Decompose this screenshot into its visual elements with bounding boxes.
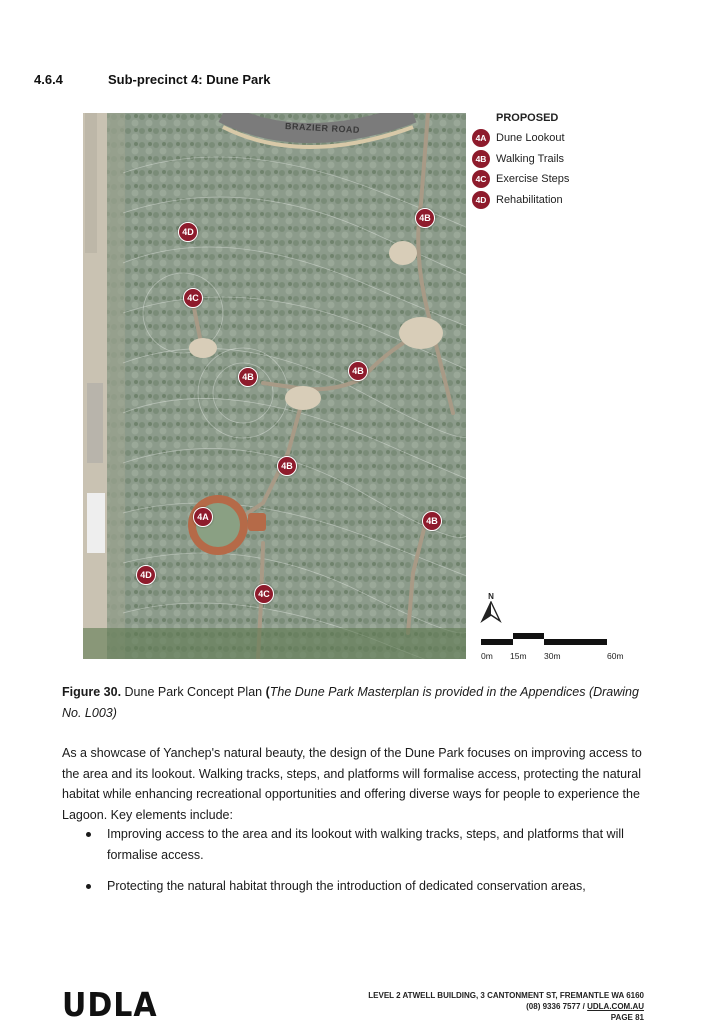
- map-legend: [472, 112, 569, 210]
- figure-number: Figure 30.: [62, 685, 122, 699]
- legend-badge: 4A: [472, 129, 490, 147]
- footer-phone: (08) 9336 7577: [526, 1002, 581, 1011]
- legend-label: Dune Lookout: [496, 132, 565, 145]
- map-marker-4b: 4B: [422, 511, 442, 531]
- legend-item-walking-trails: [472, 149, 569, 170]
- legend-label: Rehabilitation: [496, 193, 563, 206]
- page-footer: [368, 990, 644, 1023]
- legend-label: Walking Trails: [496, 152, 565, 165]
- footer-contact: [368, 1001, 644, 1012]
- map-marker-4b: 4B: [415, 208, 435, 228]
- section-heading: [34, 72, 271, 87]
- map-marker-4b: 4B: [348, 361, 368, 381]
- legend-item-rehabilitation: [472, 190, 569, 211]
- map-marker-4b: 4B: [238, 367, 258, 387]
- legend-label: Exercise Steps: [496, 173, 570, 186]
- footer-address: LEVEL 2 ATWELL BUILDING, 3 CANTONMENT ST, FREMANTLE WA 6160: [368, 991, 644, 1000]
- footer-website-link[interactable]: UDLA.COM.AU: [587, 1002, 644, 1011]
- north-arrow: [480, 592, 502, 630]
- map-marker-4b: 4B: [277, 456, 297, 476]
- map-marker-4c: 4C: [183, 288, 203, 308]
- caption-paren: (: [265, 685, 270, 699]
- dune-park-map: [83, 113, 466, 659]
- scale-bar: [481, 631, 631, 661]
- scale-label: 15m: [510, 651, 527, 661]
- key-elements-list: [62, 824, 652, 907]
- page-number: PAGE 81: [610, 1013, 644, 1022]
- map-marker-4a: 4A: [193, 507, 213, 527]
- body-paragraph: As a showcase of Yanchep's natural beauty, the design of the Dune Park focuses on improving access to the area and its lookout. Walking tracks, steps, and platforms will formalise access, protecting the natural habitat while enhancing recreational opportunities and offering diverse ways for people to experience the Lagoon. Key elements include:: [62, 746, 642, 822]
- figure-title: Dune Park Concept Plan: [124, 685, 263, 699]
- legend-badge: 4C: [472, 170, 490, 188]
- figure-caption: [62, 682, 652, 724]
- map-marker-4d: 4D: [136, 565, 156, 585]
- scale-label: 60m: [607, 651, 624, 661]
- udla-logo: UDLA: [62, 986, 158, 1025]
- scale-label: 0m: [481, 651, 493, 661]
- list-item: Protecting the natural habitat through the introduction of dedicated conservation areas,: [62, 876, 652, 897]
- north-arrow-icon: [480, 601, 502, 625]
- legend-badge: 4B: [472, 150, 490, 168]
- north-label: N: [488, 592, 494, 601]
- map-marker-4d: 4D: [178, 222, 198, 242]
- legend-item-dune-lookout: [472, 128, 569, 149]
- list-item: Improving access to the area and its lookout with walking tracks, steps, and platforms that will formalise access.: [62, 824, 652, 866]
- legend-title: PROPOSED: [496, 112, 559, 124]
- section-number: 4.6.4: [34, 72, 63, 87]
- scale-label: 30m: [544, 651, 561, 661]
- figure-note: The Dune Park Masterplan is provided in the Appendices (Drawing No. L003): [62, 685, 639, 720]
- scale-bar-graphic: [481, 631, 631, 647]
- section-title: Sub-precinct 4: Dune Park: [108, 72, 271, 87]
- map-marker-4c: 4C: [254, 584, 274, 604]
- footer-separator: /: [582, 1002, 585, 1011]
- legend-item-exercise-steps: [472, 169, 569, 190]
- legend-badge: 4D: [472, 191, 490, 209]
- road-label: BRAZIER ROAD: [284, 121, 361, 135]
